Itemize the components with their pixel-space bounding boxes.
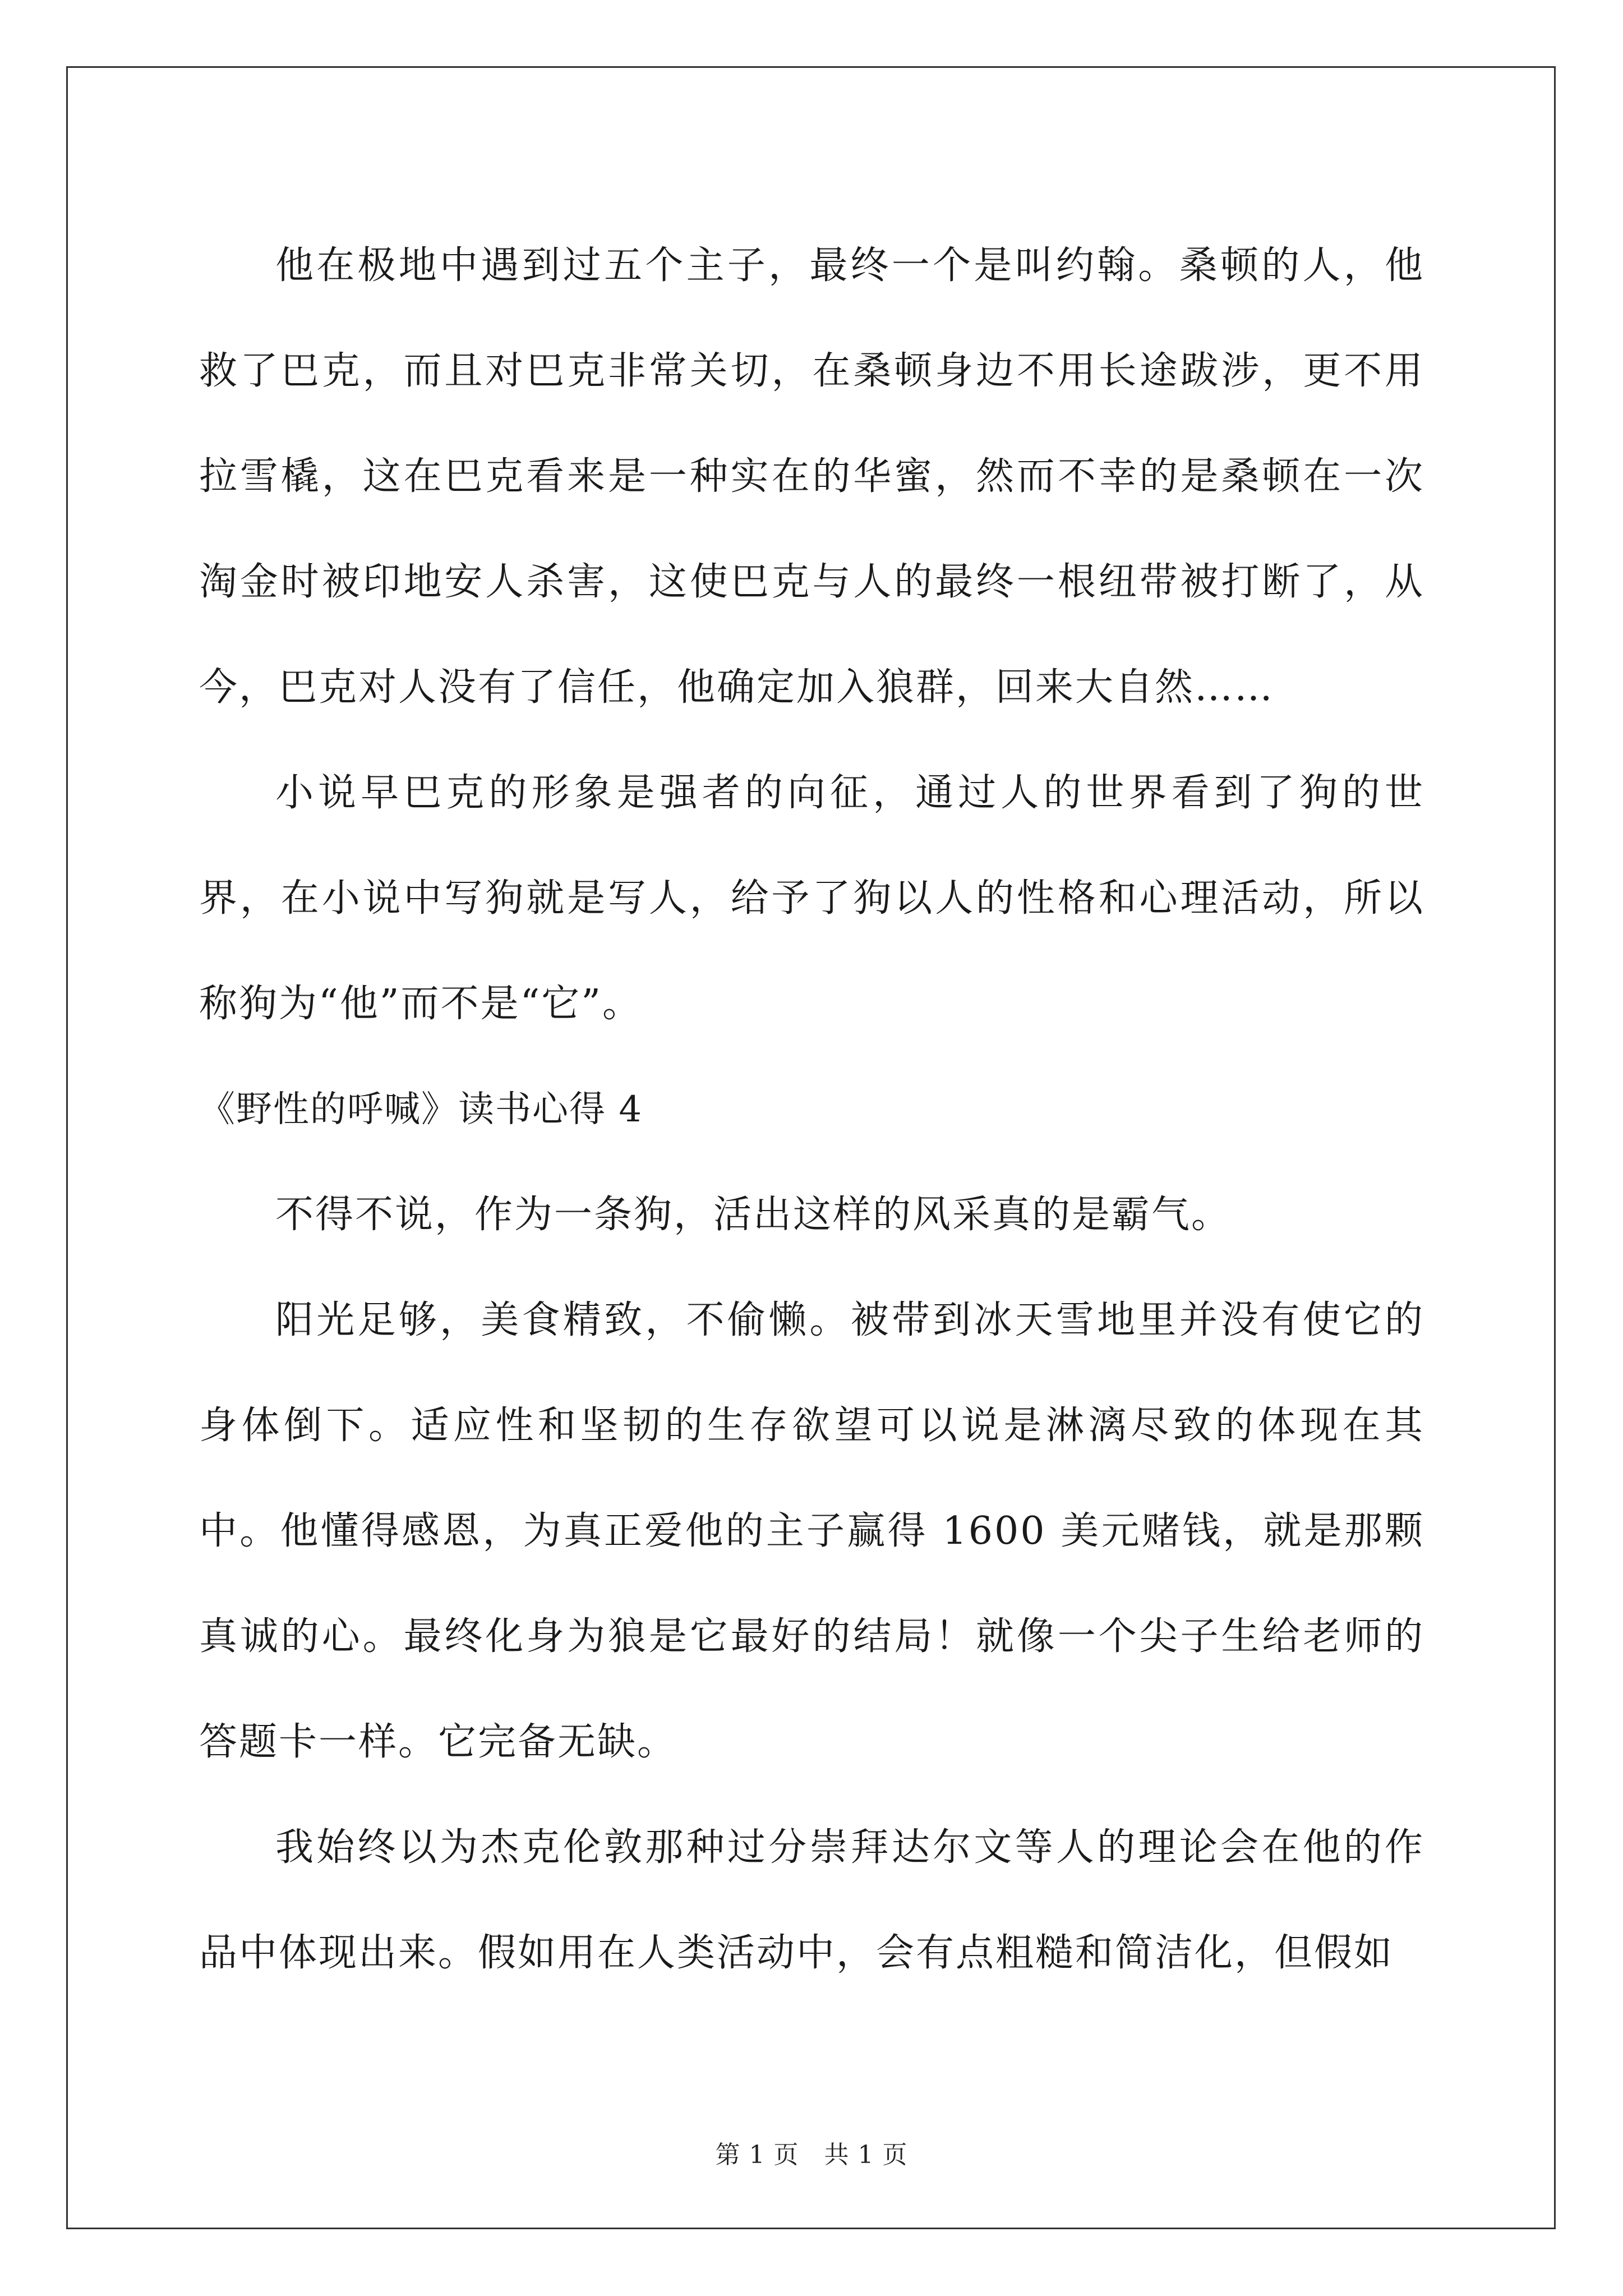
paragraph-1: 他在极地中遇到过五个主子，最终一个是叫约翰。桑顿的人，他救了巴克，而且对巴克非常关切，在桑顿身边不用长途跋涉，更不用拉雪橇，这在巴克看来是一种实在的华蜜，然而不幸的是桑顿在一次淘金时被印地安人杀害，这使巴克与人的最终一根纽带被打断了，从今，巴克对人没有了信任，他确定加入狼群，回来大自然……	[199, 243, 1424, 710]
paragraph-3: 不得不说，作为一条狗，活出这样的风采真的是霸气。	[275, 1193, 1232, 1237]
paragraph-2: 小说早巴克的形象是强者的向征，通过人的世界看到了狗的世界，在小说中写狗就是写人，给予了狗以人的性格和心理活动，所以称狗为“他”而不是“它”。	[199, 771, 1424, 1026]
paragraph-4: 阳光足够，美食精致，不偷懒。被带到冰天雪地里并没有使它的身体倒下。适应性和坚韧的生存欲望可以说是淋漓尽致的体现在其中。他懂得感恩，为真正爱他的主子赢得 1600 美元赌钱，就是那颗真诚的心。最终化身为狼是它最好的结局！就像一个尖子生给老师的答题卡一样。它完备无缺。	[199, 1298, 1424, 1764]
page-footer: 第 1 页 共 1 页	[715, 2141, 908, 2169]
paragraph-5: 我始终以为杰克伦敦那种过分崇拜达尔文等人的理论会在他的作品中体现出来。假如用在人类活动中，会有点粗糙和简洁化，但假如	[199, 1825, 1424, 1975]
document-body	[199, 213, 1424, 2006]
section-heading: 《野性的呼喊》读书心得 4	[199, 1089, 643, 1130]
